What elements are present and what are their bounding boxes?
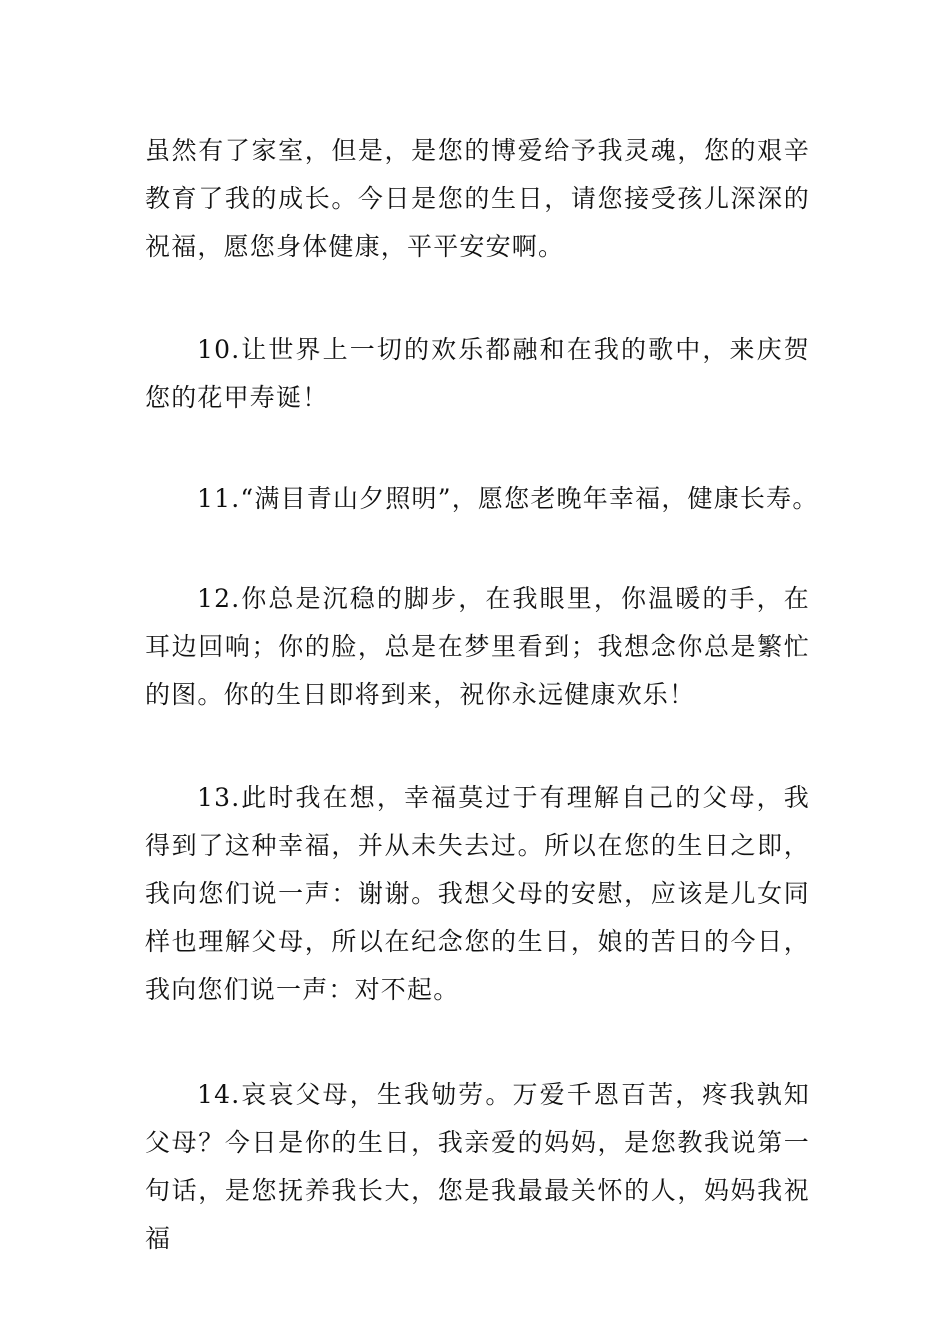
- paragraph-item-10: 10.让世界上一切的欢乐都融和在我的歌中，来庆贺您的花甲寿诞！: [145, 335, 810, 412]
- paragraph-item-12: 12.你总是沉稳的脚步，在我眼里，你温暖的手，在耳边回响；你的脸，总是在梦里看到；我想念你总是繁忙的图。你的生日即将到来，祝你永远健康欢乐！: [145, 584, 810, 709]
- paragraph-item-13: 13.此时我在想，幸福莫过于有理解自己的父母，我得到了这种幸福，并从未失去过。所以在您的生日之即，我向您们说一声：谢谢。我想父母的安慰，应该是儿女同样也理解父母，所以在纪念您的生日，娘的苦日的今日，我向您们说一声：对不起。: [145, 783, 810, 1004]
- paragraph-item-11: 11.“满目青山夕照明”，愿您老晚年幸福，健康长寿。: [197, 484, 819, 513]
- paragraph-item-14: 14.哀哀父母，生我劬劳。万爱千恩百苦，疼我孰知父母？今日是你的生日，我亲爱的妈妈，是您教我说第一句话，是您抚养我长大，您是我最最关怀的人，妈妈我祝福: [145, 1080, 810, 1253]
- paragraph-continuation: 虽然有了家室，但是，是您的博爱给予我灵魂，您的艰辛教育了我的成长。今日是您的生日，请您接受孩儿深深的祝福，愿您身体健康，平平安安啊。: [145, 136, 810, 261]
